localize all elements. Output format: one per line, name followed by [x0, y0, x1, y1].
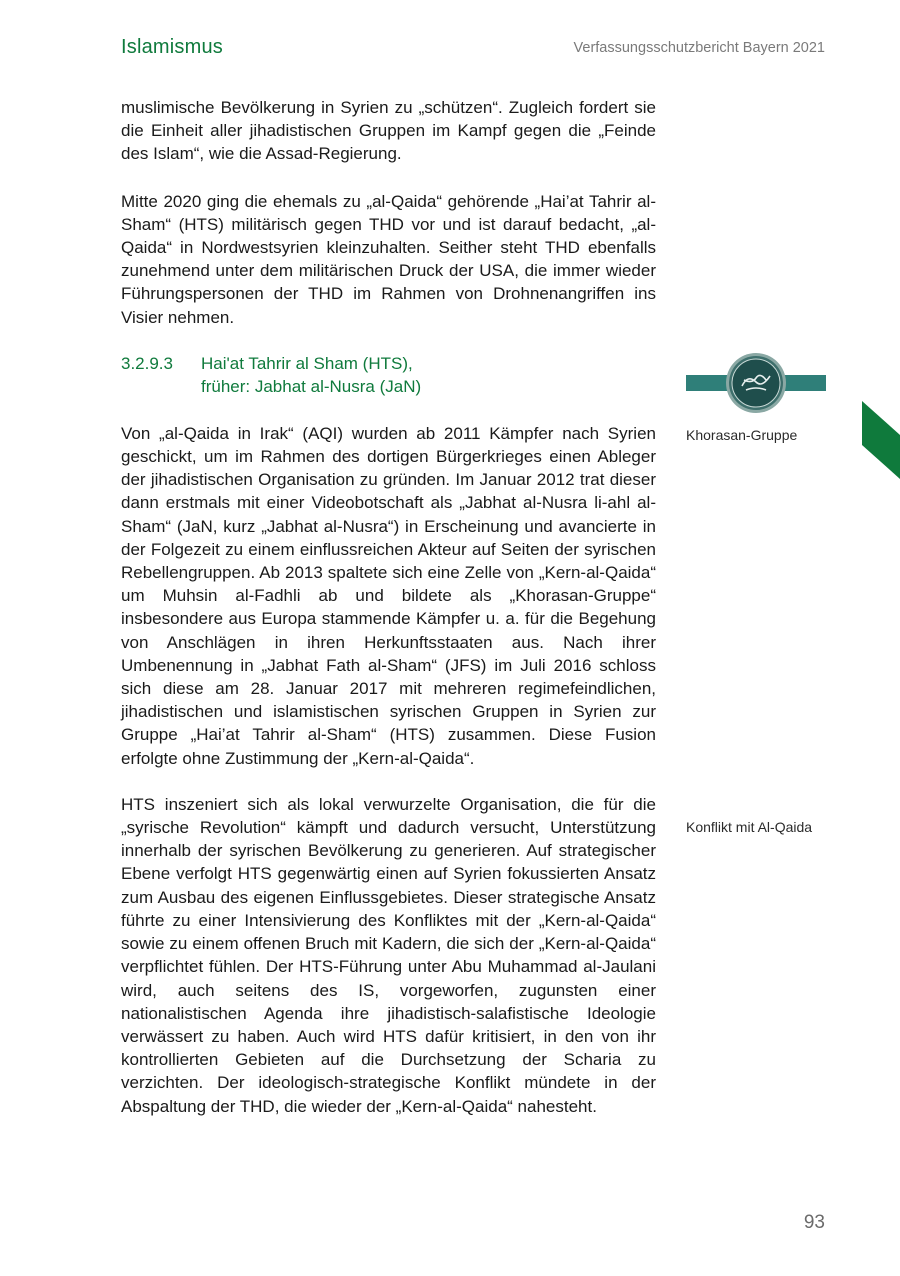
- section-number: 3.2.9.3: [121, 353, 173, 373]
- marginal-note-khorasan: Khorasan-Gruppe: [686, 427, 798, 443]
- section-heading: [121, 352, 656, 398]
- running-header-report: Verfassungsschutzbericht Bayern 2021: [573, 40, 825, 56]
- marginal-note-konflikt: Konflikt mit Al-Qaida: [686, 819, 813, 835]
- paragraph-1: muslimische Bevölkerung in Syrien zu „schützen“. Zugleich fordert sie die Einheit aller jihadistischen Gruppen im Kampf gegen die „Feinde des Islam“, wie die Assad-Regierung.: [121, 98, 656, 164]
- section-title-line-1: Hai'at Tahrir al Sham (HTS),: [201, 353, 413, 373]
- paragraph-4: HTS inszeniert sich als lokal verwurzelte Organisation, die für die „syrische Revolution“ kämpft und dadurch versucht, Unterstützung innerhalb der syrischen Bevölkerung zu generieren. Auf strategischer Ebene verfolgt HTS gegenwärtig einen auf Syrien fokussierten Ansatz zum Ausbau des eigenen Einflussgebietes. Dieser strategische Ansatz führte zu einer Intensivierung des Konfliktes mit der „Kern-al-Qaida“ sowie zu einem offenen Bruch mit Kadern, die sich der „Kern-al-Qaida“ verpflichtet fühlen. Der HTS-Führung unter Abu Muhammad al-Jaulani wird, auch seitens des IS, vorgeworfen, zugunsten einer nationalistischen Agenda ihre jihadistisch-salafistische Ideologie verwässert zu haben. Auch wird HTS dafür kritisiert, in den von ihr kontrollierten Gebieten auf die Durchsetzung der Scharia zu verzichten. Der ideologisch-strategische Konflikt mündete in der Abspaltung der THD, die wieder der „Kern-al-Qaida“ nahesteht.: [121, 794, 656, 1116]
- hts-flag-emblem-icon: [686, 352, 826, 414]
- main-text-column: [121, 96, 656, 1141]
- chapter-side-tab: [862, 401, 900, 484]
- section-title: [201, 352, 656, 398]
- paragraph-2: Mitte 2020 ging die ehemals zu „al-Qaida“ gehörende „Hai’at Tahrir al-Sham“ (HTS) militärisch gegen THD vor und ist darauf bedacht, „al-Qaida“ in Nordwestsyrien kleinzuhalten. Seither steht THD ebenfalls zunehmend unter dem militärischen Druck der USA, die immer wieder Führungspersonen der THD im Rahmen von Drohnenangriffen ins Visier nehmen.: [121, 191, 656, 327]
- running-header-section: Islamismus: [121, 36, 224, 58]
- page-number: 93: [803, 1212, 825, 1233]
- paragraph-3: Von „al-Qaida in Irak“ (AQI) wurden ab 2011 Kämpfer nach Syrien geschickt, um im Rahmen des dortigen Bürgerkrieges einen Ableger der jihadistischen Organisation zu gründen. Im Januar 2012 trat dieser dann erstmals mit einer Videobotschaft als „Jabhat al-Nusra li-ahl al-Sham“ (JaN, kurz „Jabhat al-Nusra“) in Erscheinung und avancierte in der Folgezeit zu einem einflussreichen Akteur auf Seiten der syrischen Rebellengruppen. Ab 2013 spaltete sich eine Zelle von „Kern-al-Qaida“ um Muhsin al-Fadhli ab und bildete als „Khorasan-Gruppe“ insbesondere aus Europa stammende Kämpfer u. a. für die Begehung von Anschlägen in ihren Herkunftsstaaten aus. Nach ihrer Umbenennung in „Jabhat Fath al-Sham“ (JFS) im Juli 2016 schloss sich diese am 28. Januar 2017 mit mehreren regimefeindlichen, jihadistischen und islamistischen syrischen Gruppen in Syrien zur Gruppe „Hai’at Tahrir al-Sham“ (HTS) zusammen. Diese Fusion erfolgte ohne Zustimmung der „Kern-al-Qaida“.: [121, 423, 656, 768]
- section-title-line-2: früher: Jabhat al-Nusra (JaN): [201, 376, 422, 396]
